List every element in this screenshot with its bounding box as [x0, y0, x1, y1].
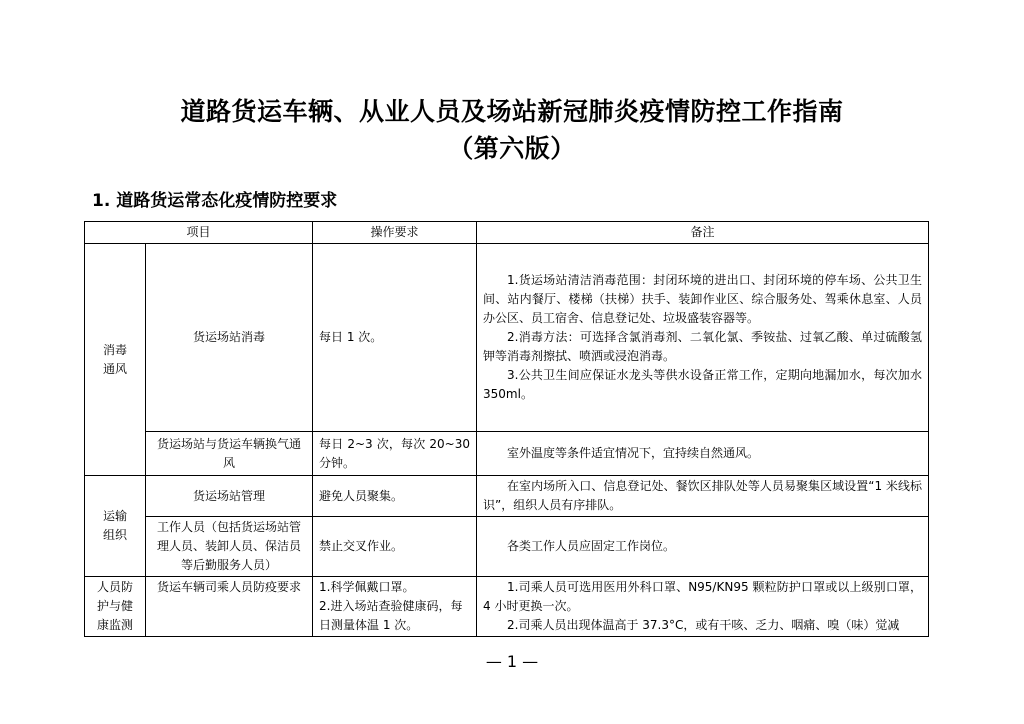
note-cell — [477, 577, 929, 637]
operation-cell: 每日 2~3 次，每次 20~30 分钟。 — [313, 432, 477, 476]
note-line: 2.司乘人员出现体温高于 37.3°C，或有干咳、乏力、咽痛、嗅（味）觉减 — [507, 618, 900, 632]
header-item: 项目 — [85, 222, 313, 244]
operation-cell — [313, 577, 477, 637]
note-cell — [477, 476, 929, 517]
note-line: 3.公共卫生间应保证水龙头等供水设备正常工作，定期向地漏加水，每次加水 350ml。 — [483, 368, 923, 401]
note-line: 1.货运场站清洁消毒范围：封闭环境的进出口、封闭环境的停车场、公共卫生间、站内餐厅、楼梯（扶梯）扶手、装卸作业区、综合服务处、驾乘休息室、人员办公区、员工宿舍、信息登记处、垃圾盛装容器等。 — [483, 273, 923, 325]
note-cell — [477, 517, 929, 577]
table-row — [85, 577, 929, 637]
requirements-table — [84, 221, 929, 637]
sub-item: 货运场站与货运车辆换气通风 — [146, 432, 313, 476]
operation-cell: 避免人员聚集。 — [313, 476, 477, 517]
page-number: — 1 — — [485, 652, 539, 671]
group-label-protect: 人员防 护与健 康监测 — [85, 577, 146, 637]
operation-cell: 禁止交叉作业。 — [313, 517, 477, 577]
note-line: 2.消毒方法：可选择含氯消毒剂、二氧化氯、季铵盐、过氧乙酸、单过硫酸氢钾等消毒剂擦拭、喷洒或浸泡消毒。 — [483, 330, 923, 363]
document-title: 道路货运车辆、从业人员及场站新冠肺炎疫情防控工作指南 — [180, 97, 844, 126]
group-label-transport: 运输 组织 — [85, 476, 146, 577]
header-note: 备注 — [477, 222, 929, 244]
note-line: 各类工作人员应固定工作岗位。 — [507, 539, 676, 553]
note-line: 1.司乘人员可选用医用外科口罩、N95/KN95 颗粒防护口罩或以上级别口罩，4 小时更换一次。 — [483, 580, 923, 613]
table-header-row — [85, 222, 929, 244]
operation-line: 2.进入场站查验健康码，每日测量体温 1 次。 — [319, 599, 463, 632]
sub-item: 工作人员（包括货运场站管理人员、装卸人员、保洁员等后勤服务人员） — [146, 517, 313, 577]
note-cell — [477, 244, 929, 432]
operation-cell: 每日 1 次。 — [313, 244, 477, 432]
note-line: 在室内场所入口、信息登记处、餐饮区排队处等人员易聚集区域设置“1 米线标识”，组织人员有序排队。 — [483, 479, 923, 512]
table-row — [85, 432, 929, 476]
table-row — [85, 476, 929, 517]
note-cell — [477, 432, 929, 476]
table-row — [85, 517, 929, 577]
document-subtitle: （第六版） — [448, 134, 576, 163]
note-line: 室外温度等条件适宜情况下，宜持续自然通风。 — [507, 446, 760, 460]
section-heading: 1. 道路货运常态化疫情防控要求 — [92, 191, 338, 211]
table-row — [85, 244, 929, 432]
group-label-disinfect: 消毒 通风 — [85, 244, 146, 476]
sub-item: 货运场站管理 — [146, 476, 313, 517]
header-operation: 操作要求 — [313, 222, 477, 244]
sub-item: 货运场站消毒 — [146, 244, 313, 432]
operation-line: 1.科学佩戴口罩。 — [319, 580, 415, 594]
sub-item: 货运车辆司乘人员防疫要求 — [146, 577, 313, 637]
